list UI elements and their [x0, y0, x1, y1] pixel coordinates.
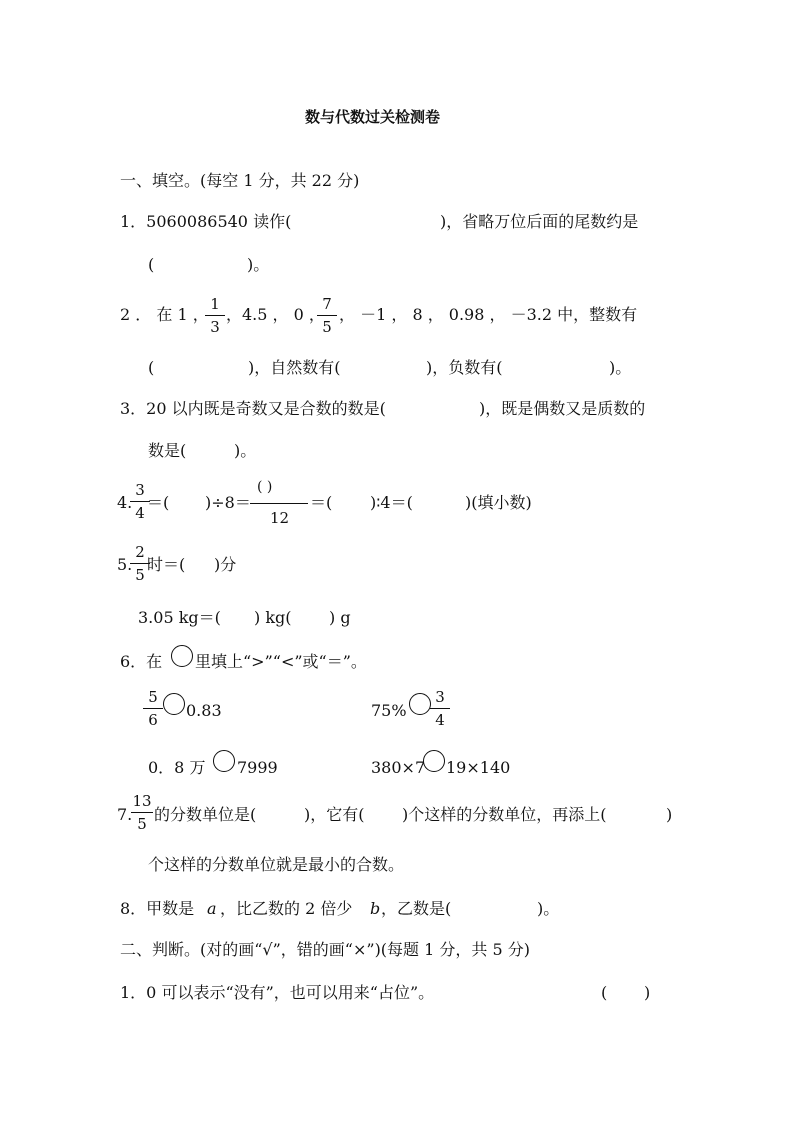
- q6-item1-numerator: 5: [148, 688, 158, 706]
- page-title: 数与代数过关检测卷: [305, 108, 441, 126]
- q7-denominator: 5: [137, 815, 147, 833]
- q2-f1-numerator: 1: [210, 295, 220, 313]
- q6-item1-right: 0.83: [186, 701, 222, 720]
- q4-big-numerator: ( ): [257, 479, 273, 495]
- j1-text: 1．0 可以表示“没有”，也可以用来“占位”。: [120, 983, 435, 1002]
- q7-numerator: 13: [132, 792, 152, 810]
- q8-text-a: 8．甲数是: [120, 899, 195, 918]
- compare-circle-icon: [163, 693, 185, 715]
- q2-f1-denominator: 3: [210, 318, 220, 336]
- q6-item2-left: 75%: [371, 701, 407, 720]
- q7-text-b: )，它有(: [304, 805, 365, 824]
- q3-text-d: )。: [234, 441, 257, 460]
- q4-denominator: 4: [135, 504, 145, 522]
- q6-item2-fraction: [430, 690, 450, 728]
- q4-big-denominator: 12: [270, 509, 290, 527]
- q2-f2-denominator: 5: [322, 318, 332, 336]
- fraction-bar: [430, 708, 450, 709]
- q5-text-a: 时＝(: [147, 555, 186, 574]
- q6-text-b: 里填上“>”“<”或“＝”。: [195, 652, 367, 671]
- q2-text-negative: )，负数有(: [426, 358, 503, 377]
- compare-circle-icon: [409, 693, 431, 715]
- fraction-bar: [131, 812, 153, 813]
- q8-text-d: )。: [537, 899, 560, 918]
- fraction-bar: [250, 503, 308, 504]
- q6-item2-numerator: 3: [435, 688, 445, 706]
- q6-item4-left: 380×7: [371, 758, 426, 777]
- q7-text-c: )个这样的分数单位，再添上(: [402, 805, 607, 824]
- q2-blank-1-open: (: [148, 358, 155, 377]
- q5-number: 5.: [117, 555, 133, 574]
- section-2-heading: 二、判断。(对的画“√”，错的画“×”)(每题 1 分，共 5 分): [120, 940, 530, 959]
- q1-text-a: 1．5060086540 读作(: [120, 212, 292, 231]
- q4-text-d: )∶4＝(: [370, 493, 413, 512]
- compare-circle-icon: [213, 750, 235, 772]
- q7-text-d: ): [666, 805, 673, 824]
- q1-blank-open: (: [148, 255, 155, 274]
- q6-item2-denominator: 4: [435, 711, 445, 729]
- q6-item4-right: 19×140: [446, 758, 511, 777]
- q5-text-b: )分: [214, 555, 237, 574]
- q6-text-a: 6．在: [120, 652, 163, 671]
- fraction-bar: [205, 315, 225, 316]
- j1-bracket-open: (: [601, 983, 608, 1002]
- q8-text-c: ，乙数是(: [381, 899, 452, 918]
- q6-item1-fraction: [143, 690, 163, 728]
- q2-text-natural: )，自然数有(: [248, 358, 341, 377]
- q5-numerator: 2: [135, 543, 145, 561]
- q7-text-a: 的分数单位是(: [154, 805, 257, 824]
- q2-blank-3-close: )。: [609, 358, 632, 377]
- q6-item3-right: 7999: [237, 758, 278, 777]
- section-1-heading: 一、填空。(每空 1 分，共 22 分): [120, 171, 360, 190]
- q7-number: 7.: [117, 805, 133, 824]
- fraction-bar: [143, 708, 163, 709]
- q4-text-a: ＝(: [147, 493, 170, 512]
- q5-denominator: 5: [135, 566, 145, 584]
- q2-text-c: ， －1 ， 8 ， 0.98 ， －3.2 中，整数有: [339, 305, 638, 324]
- q8-text-b: ，比乙数的 2 倍少: [220, 899, 353, 918]
- q4-text-b: )÷8＝: [205, 493, 251, 512]
- q4-number: 4.: [117, 493, 133, 512]
- q8-variable-a: a: [207, 899, 217, 918]
- q2-text-a: 2 ． 在 1 ，: [120, 305, 209, 324]
- q3-text-c: 数是(: [148, 441, 187, 460]
- q4-text-c: ＝(: [310, 493, 333, 512]
- q4-numerator: 3: [135, 481, 145, 499]
- q3-text-a: 3．20 以内既是奇数又是合数的数是(: [120, 399, 386, 418]
- q3-text-b: )，既是偶数又是质数的: [479, 399, 646, 418]
- q7-text-line2: 个这样的分数单位就是最小的合数。: [148, 855, 405, 874]
- q2-f2-numerator: 7: [322, 295, 332, 313]
- q5-text-d: ) kg(: [254, 608, 292, 627]
- q2-fraction-7-5: [317, 297, 337, 335]
- q6-item3-left: 0．8 万: [148, 758, 206, 777]
- q8-variable-b: b: [370, 899, 381, 918]
- q2-fraction-1-3: [205, 297, 225, 335]
- q4-text-e: )(填小数): [465, 493, 532, 512]
- q1-blank-close: )。: [247, 255, 270, 274]
- compare-circle-icon: [423, 750, 445, 772]
- fraction-bar: [317, 315, 337, 316]
- q7-fraction-13-5: [131, 794, 153, 832]
- q2-text-b: ，4.5 ， 0 ，: [226, 305, 325, 324]
- q6-item1-denominator: 6: [148, 711, 158, 729]
- j1-bracket-close: ): [644, 983, 651, 1002]
- q5-text-c: 3.05 kg＝(: [138, 608, 221, 627]
- compare-circle-icon: [171, 645, 193, 667]
- q1-text-b: )，省略万位后面的尾数约是: [440, 212, 639, 231]
- q5-text-e: ) g: [329, 608, 351, 627]
